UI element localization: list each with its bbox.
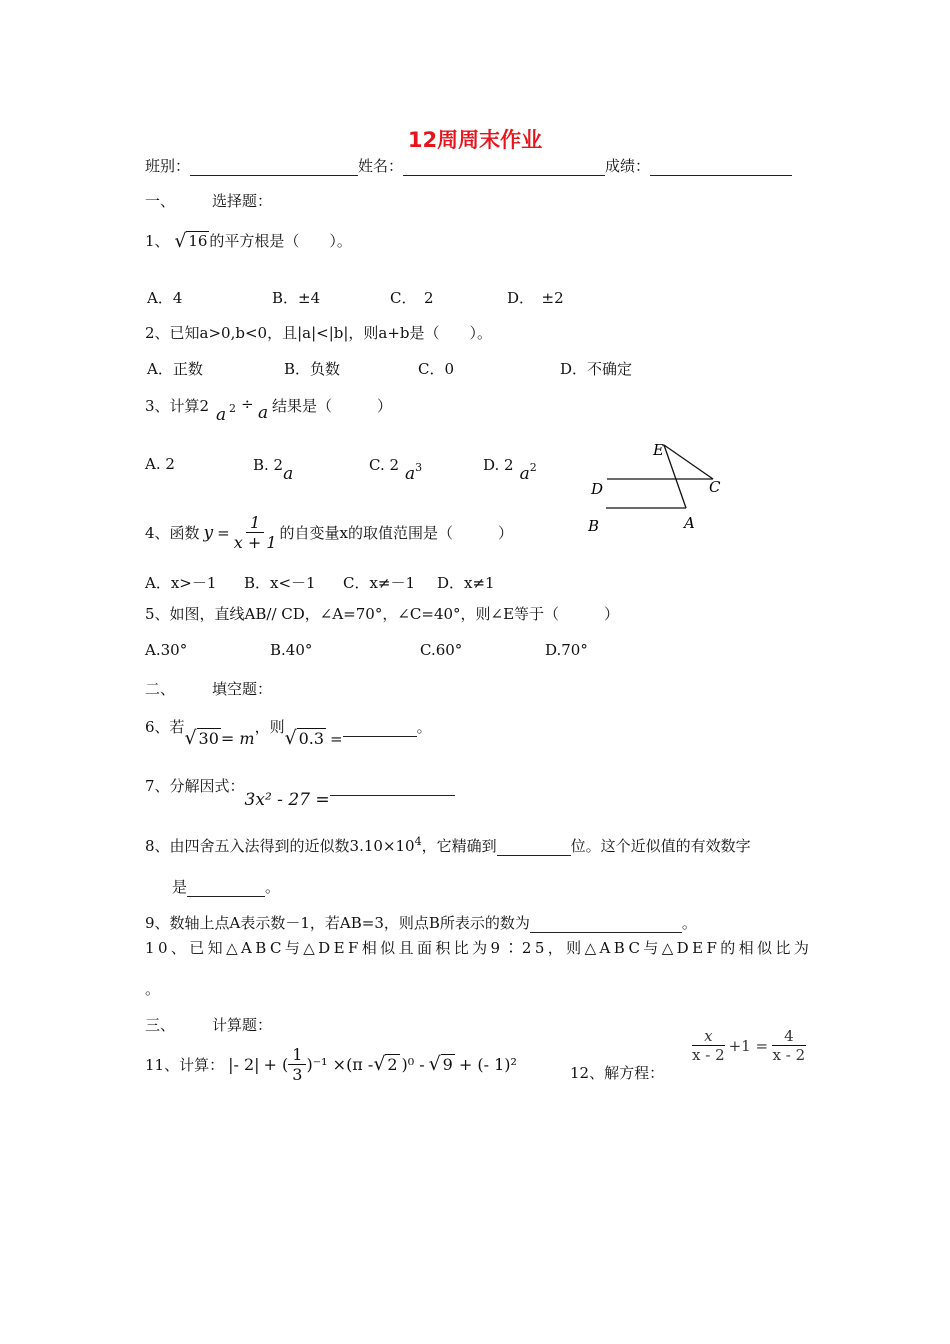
q5-option-c: C.60° xyxy=(420,641,463,659)
q3-option-d: D. 2 a2 xyxy=(483,456,537,484)
q3-suffix: 结果是（ ） xyxy=(272,397,393,415)
question-1: 1、 √ 16 的平方根是（ ）。 xyxy=(145,230,352,252)
q1-option-b: B．±4 xyxy=(272,289,321,307)
label-b: B xyxy=(588,517,600,535)
q1-option-d: D． ±2 xyxy=(507,289,564,307)
question-4: 4、函数 y = $\frac{1}{x + 1}$ 的自变量x的取值范围是（ ） xyxy=(145,513,513,552)
q7-answer-field[interactable] xyxy=(330,777,455,796)
q2-option-d: D．不确定 xyxy=(560,360,633,378)
q2-option-a: A．正数 xyxy=(147,360,203,378)
question-12-prefix: 12、解方程： xyxy=(570,1064,665,1082)
score-field[interactable] xyxy=(650,157,792,176)
question-8-line2: 是 。 xyxy=(172,878,281,896)
question-9: 9、数轴上点A表示数－1，若AB=3，则点B所表示的数为 。 xyxy=(145,914,697,932)
q9-answer-field[interactable] xyxy=(530,914,682,933)
q4-option-b: B．x<－1 xyxy=(244,574,316,592)
line-ea xyxy=(664,445,686,508)
name-label: 姓名： xyxy=(358,157,404,175)
section-1-title: 选择题： xyxy=(212,192,273,210)
q4-option-c: C．x≠－1 xyxy=(343,574,416,592)
page-title: 12周周末作业 xyxy=(407,128,543,152)
q3-option-b: B. 2a xyxy=(253,456,294,484)
class-field[interactable] xyxy=(190,157,358,176)
q5-option-a: A.30° xyxy=(145,641,188,659)
class-label: 班别： xyxy=(145,157,191,175)
name-field[interactable] xyxy=(403,157,605,176)
q3-var-a2: a xyxy=(258,403,269,423)
q1-option-c: C． 2 xyxy=(390,289,434,307)
question-10-line1: 10、已知△ABC与△DEF相似且面积比为9∶25，则△ABC与△DEF的相似比为 xyxy=(145,939,813,957)
q4-option-d: D．x≠1 xyxy=(437,574,495,592)
q8-precision-field[interactable] xyxy=(497,837,571,856)
q5-option-b: B.40° xyxy=(270,641,313,659)
q3-div: ÷ xyxy=(241,395,254,413)
question-10-line2: 。 xyxy=(145,980,161,998)
q5-option-d: D.70° xyxy=(545,641,588,659)
question-8-line1: 8、由四舍五入法得到的近似数$3.10\times 10^4$，它精确到 位。这个近似值的有效数字 xyxy=(145,835,751,855)
q4-option-a: A．x>－1 xyxy=(145,574,217,592)
label-d: D xyxy=(591,480,604,498)
q3-var-a: a xyxy=(216,405,227,425)
geometry-figure xyxy=(580,436,730,536)
question-7: 7、分解因式：3x² - 27 = xyxy=(145,775,455,796)
question-5: 5、如图，直线AB// CD，∠A=70°，∠C=40°，则∠E等于（ ） xyxy=(145,605,620,623)
label-c: C xyxy=(709,478,721,496)
score-label: 成绩： xyxy=(605,157,651,175)
sqrt-16: √ 16 xyxy=(174,230,208,252)
label-e: E xyxy=(653,441,664,459)
section-2-number: 二、 xyxy=(145,680,176,698)
q8-digits-field[interactable] xyxy=(187,878,265,897)
q1-option-a: A．4 xyxy=(147,289,183,307)
section-1-number: 一、 xyxy=(145,192,176,210)
q6-answer-field[interactable] xyxy=(343,718,417,737)
question-11: 11、计算： |- 2| + ( $\frac{1}{3}$ )⁻¹ ×(π - √ 2 )⁰ - √ 9 + (- 1)² xyxy=(145,1045,517,1084)
section-3-number: 三、 xyxy=(145,1016,176,1034)
q3-option-c: C. 2 a3 xyxy=(369,456,423,484)
q3-exp: 2 xyxy=(229,402,236,415)
q2-option-b: B．负数 xyxy=(284,360,341,378)
question-3-prefix: 3、计算2 xyxy=(145,397,210,415)
q3-option-a: A. 2 xyxy=(145,455,175,473)
label-a: A xyxy=(684,514,695,532)
header-row xyxy=(145,155,792,176)
question-2: 2、已知a>0,b<0，且|a|<|b|，则a+b是（ ）。 xyxy=(145,324,493,342)
section-2-title: 填空题： xyxy=(212,680,273,698)
section-3-title: 计算题： xyxy=(212,1016,273,1034)
line-ec xyxy=(664,445,713,479)
question-12-equation: $\frac{x}{x - 2}$ +1 = $\frac{4}{x - 2}$ xyxy=(692,1027,806,1064)
question-6: 6、若 √ 30 = m，则 √ 0.3 =。 xyxy=(145,718,432,749)
q2-option-c: C．0 xyxy=(418,360,455,378)
